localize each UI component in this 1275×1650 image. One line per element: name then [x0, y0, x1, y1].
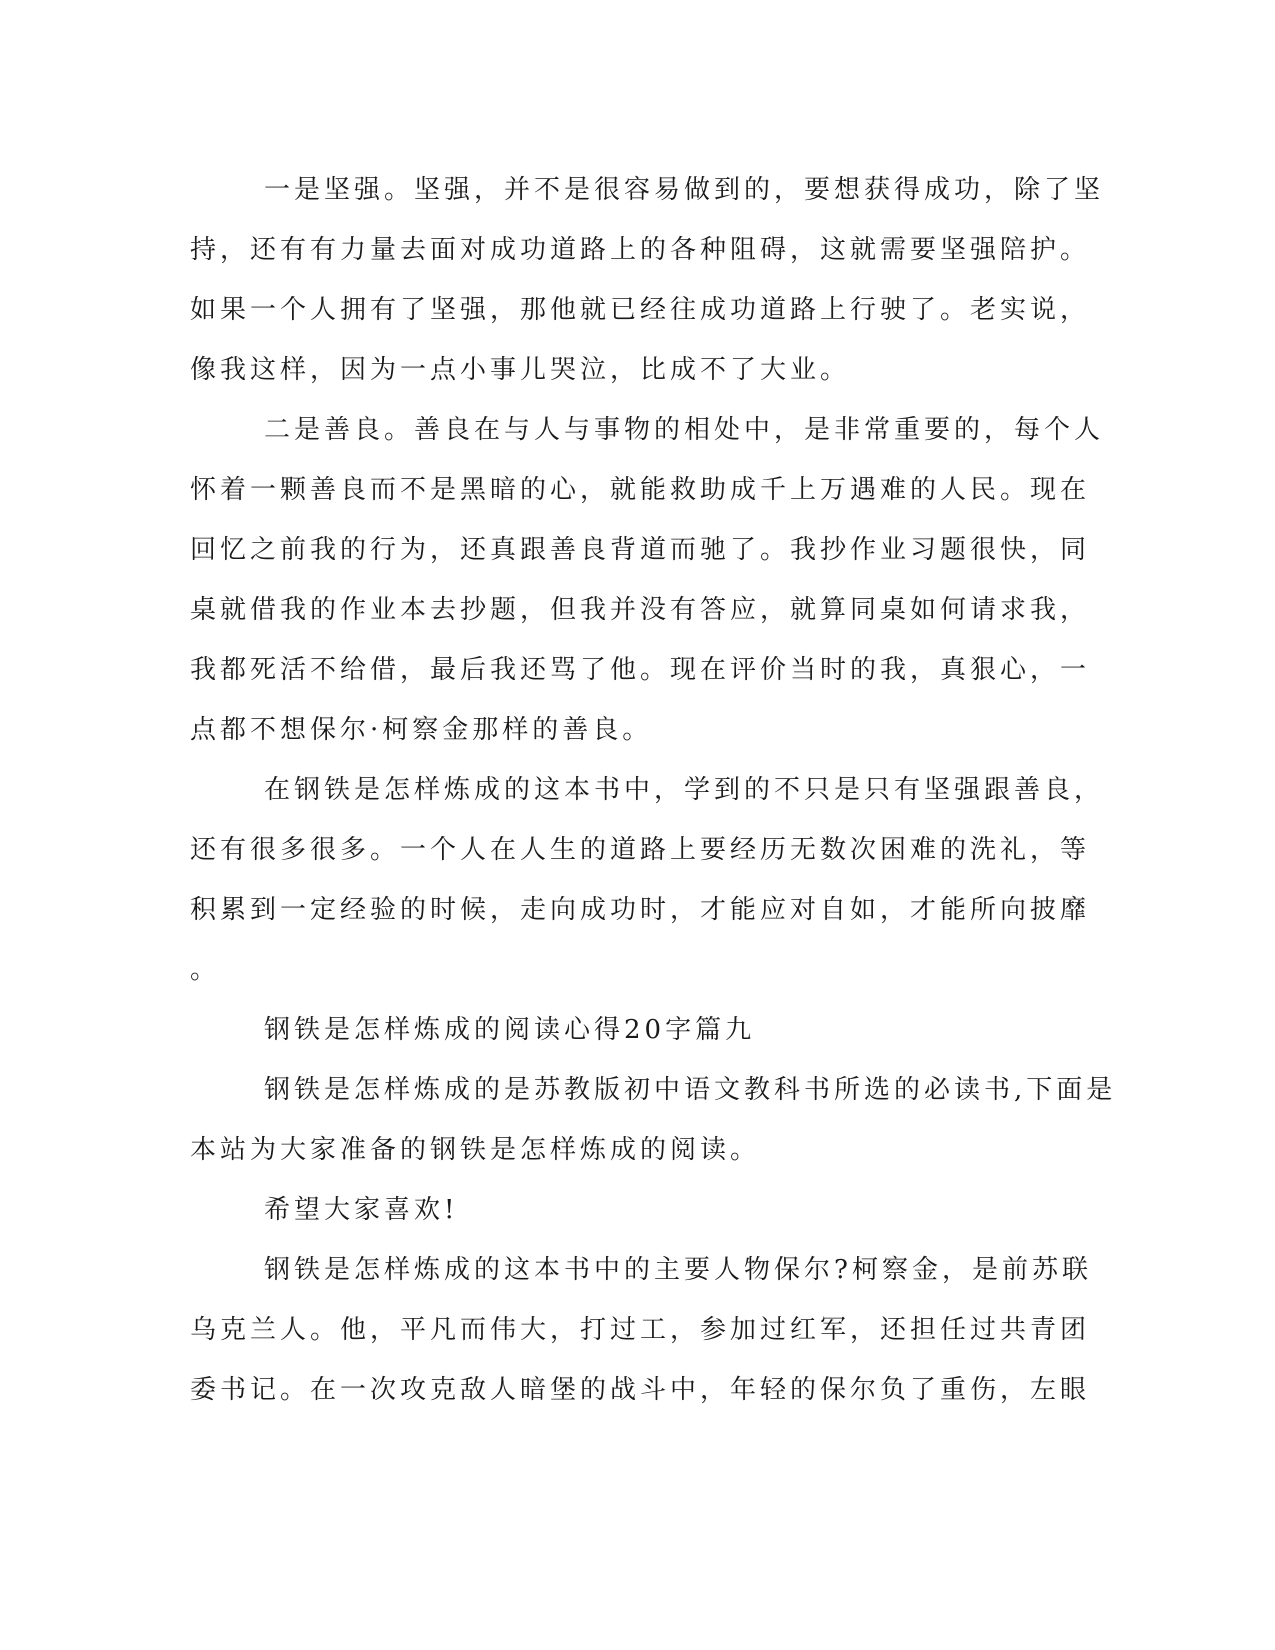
paragraph-line: 钢铁是怎样炼成的这本书中的主要人物保尔?柯察金，是前苏联 [264, 1255, 1092, 1285]
paragraph-line: 桌就借我的作业本去抄题，但我并没有答应，就算同桌如何请求我， [190, 595, 1091, 625]
body-text [190, 160, 1117, 1420]
paragraph-line: 如果一个人拥有了坚强，那他就已经往成功道路上行驶了。老实说， [190, 295, 1091, 325]
section-heading: 钢铁是怎样炼成的阅读心得20字篇九 [264, 1015, 756, 1045]
paragraph-line: 在钢铁是怎样炼成的这本书中，学到的不只是只有坚强跟善良， [264, 775, 1105, 805]
paragraph-line: 回忆之前我的行为，还真跟善良背道而驰了。我抄作业习题很快，同 [190, 535, 1091, 565]
paragraph-line: 怀着一颗善良而不是黑暗的心，就能救助成千上万遇难的人民。现在 [190, 475, 1091, 505]
paragraph-line: 积累到一定经验的时候，走向成功时，才能应对自如，才能所向披靡 [190, 895, 1091, 925]
paragraph-line: 委书记。在一次攻克敌人暗堡的战斗中，年轻的保尔负了重伤，左眼 [190, 1375, 1091, 1405]
paragraph-line: 。 [190, 955, 221, 985]
paragraph-line: 一是坚强。坚强，并不是很容易做到的，要想获得成功，除了坚 [264, 175, 1105, 205]
paragraph-line: 希望大家喜欢! [264, 1195, 459, 1225]
paragraph-line: 我都死活不给借，最后我还骂了他。现在评价当时的我，真狠心，一 [190, 655, 1091, 685]
paragraph-line: 乌克兰人。他，平凡而伟大，打过工，参加过红军，还担任过共青团 [190, 1315, 1091, 1345]
paragraph-line: 本站为大家准备的钢铁是怎样炼成的阅读。 [190, 1135, 761, 1165]
paragraph-line: 点都不想保尔·柯察金那样的善良。 [190, 715, 653, 745]
paragraph-line: 钢铁是怎样炼成的是苏教版初中语文教科书所选的必读书,下面是 [264, 1075, 1117, 1105]
paragraph-line: 像我这样，因为一点小事儿哭泣，比成不了大业。 [190, 355, 851, 385]
paragraph-line: 持，还有有力量去面对成功道路上的各种阻碍，这就需要坚强陪护。 [190, 235, 1091, 265]
paragraph-line: 还有很多很多。一个人在人生的道路上要经历无数次困难的洗礼，等 [190, 835, 1091, 865]
paragraph-line: 二是善良。善良在与人与事物的相处中，是非常重要的，每个人 [264, 415, 1105, 445]
